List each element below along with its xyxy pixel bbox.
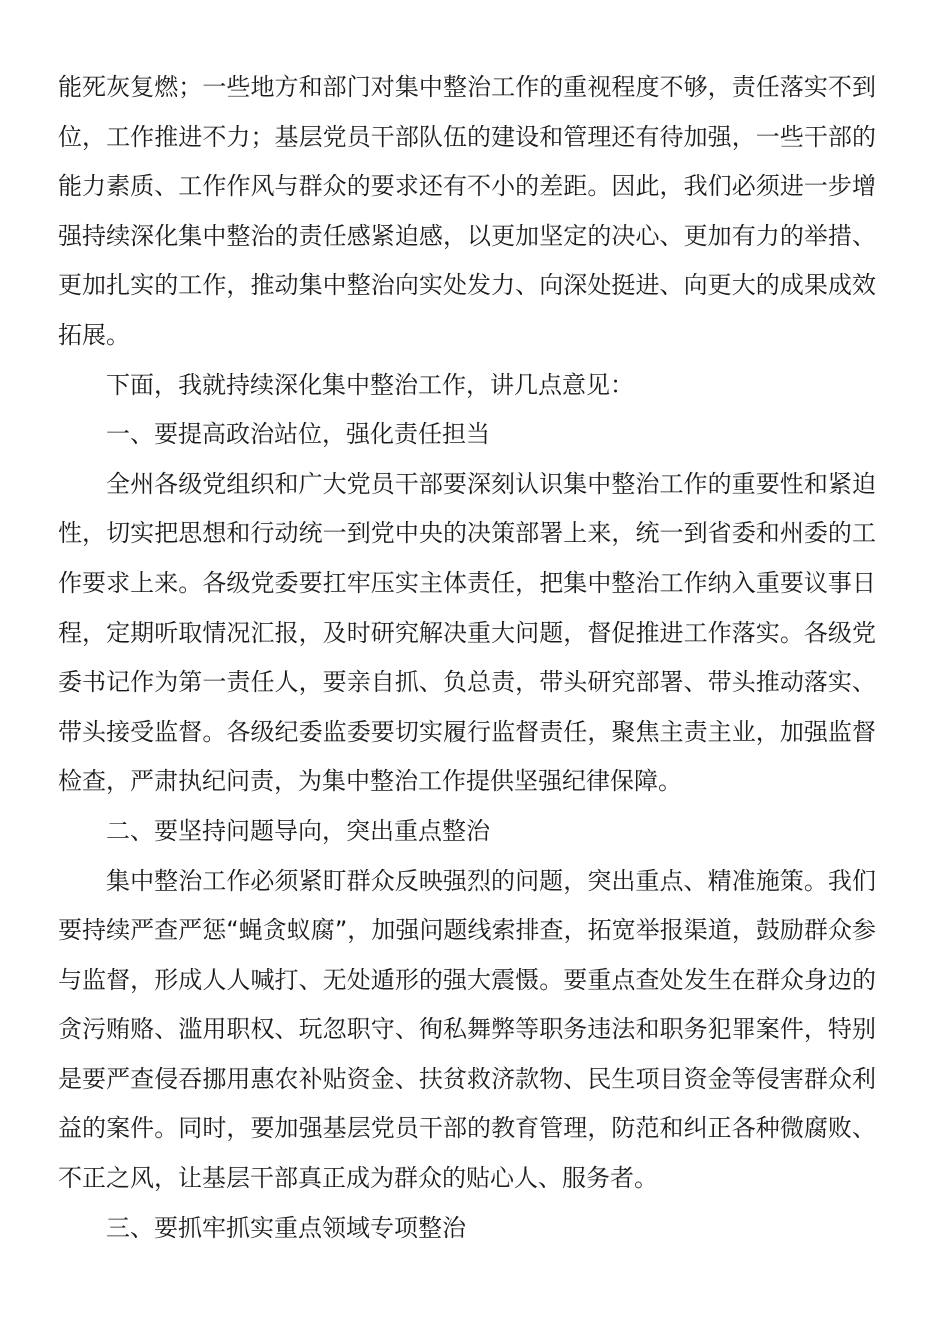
section-heading-1: 一、要提高政治站位，强化责任担当 <box>106 420 490 449</box>
paragraph-section-2: 集中整治工作必须紧盯群众反映强烈的问题，突出重点、精准施策。我们要持续严查严惩“蝇贪蚁腐”，加强问题线索排查，拓宽举报渠道，鼓励群众参与监督，形成人人喊打、无处遁形的强大震慑。要重点查处发生在群众身边的贪污贿赂、滥用职权、玩忽职守、徇私舞弊等职务违法和职务犯罪案件，特别是要严查侵吞挪用惠农补贴资金、扶贫救济款物、民生项目资金等侵害群众利益的案件。同时，要加强基层党员干部的教育管理，防范和纠正各种微腐败、不正之风，让基层干部真正成为群众的贴心人、服务者。 <box>58 866 876 1193</box>
document-page <box>58 63 876 1253</box>
section-heading-3: 三、要抓牢抓实重点领域专项整治 <box>106 1213 466 1242</box>
paragraph-opinions-lead: 下面，我就持续深化集中整治工作，讲几点意见： <box>106 370 634 399</box>
paragraph-intro-continued: 能死灰复燃；一些地方和部门对集中整治工作的重视程度不够，责任落实不到位，工作推进不力；基层党员干部队伍的建设和管理还有待加强，一些干部的能力素质、工作作风与群众的要求还有不小的差距。因此，我们必须进一步增强持续深化集中整治的责任感紧迫感，以更加坚定的决心、更加有力的举措、更加扎实的工作，推动集中整治向实处发力、向深处挺进、向更大的成果成效拓展。 <box>58 73 876 349</box>
section-heading-2: 二、要坚持问题导向，突出重点整治 <box>106 816 490 845</box>
paragraph-section-1: 全州各级党组织和广大党员干部要深刻认识集中整治工作的重要性和紧迫性，切实把思想和行动统一到党中央的决策部署上来，统一到省委和州委的工作要求上来。各级党委要扛牢压实主体责任，把集中整治工作纳入重要议事日程，定期听取情况汇报，及时研究解决重大问题，督促推进工作落实。各级党委书记作为第一责任人，要亲自抓、负总责，带头研究部署、带头推动落实、带头接受监督。各级纪委监委要切实履行监督责任，聚焦主责主业，加强监督检查，严肃执纪问责，为集中整治工作提供坚强纪律保障。 <box>58 469 876 796</box>
